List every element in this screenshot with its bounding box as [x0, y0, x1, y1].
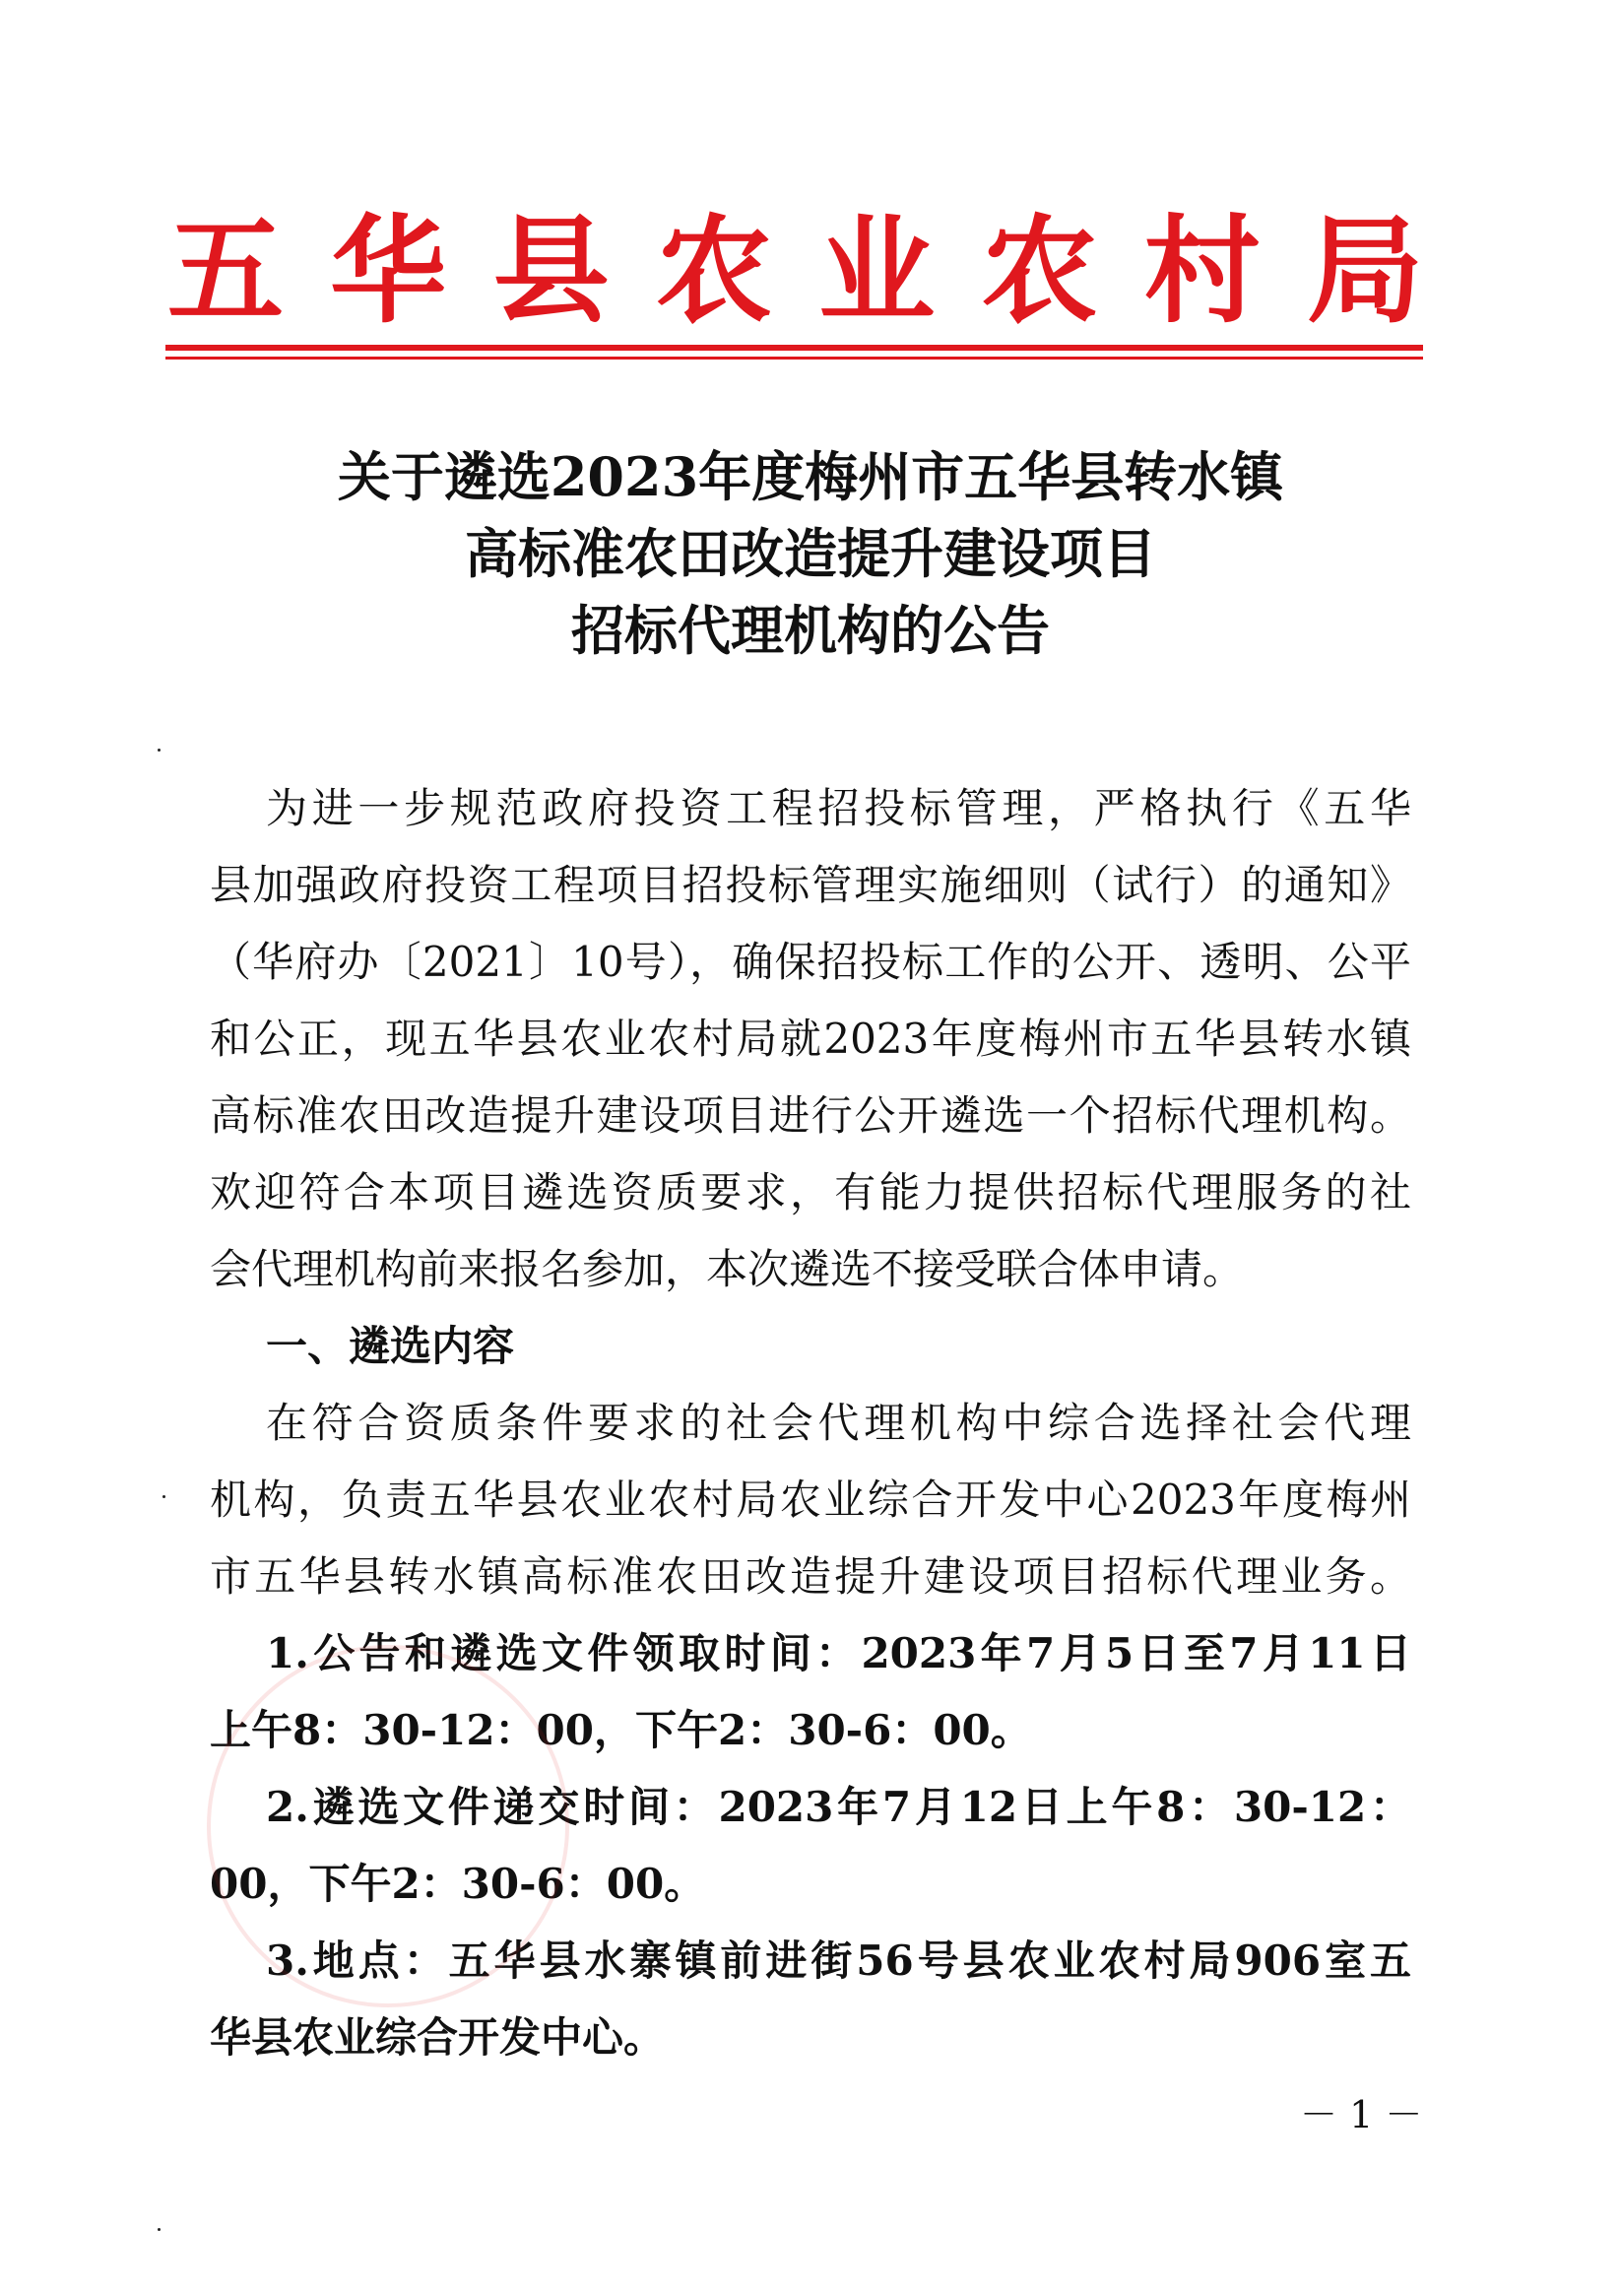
- section1-line-1: 在符合资质条件要求的社会代理机构中综合选择社会代理: [266, 1399, 1411, 1447]
- item2-line-1: 2.遴选文件递交时间：2023年7月12日上午8：30-12：: [266, 1783, 1411, 1831]
- scan-speck: [158, 2228, 161, 2231]
- section-heading-selection-content: 一、遴选内容: [266, 1322, 515, 1370]
- scan-speck: [158, 749, 161, 752]
- intro-line-5: 高标准农田改造提升建设项目进行公开遴选一个招标代理机构。: [210, 1091, 1411, 1140]
- intro-line-4: 和公正，现五华县农业农村局就2023年度梅州市五华县转水镇: [210, 1015, 1411, 1063]
- masthead-red-rule-thin: [165, 357, 1423, 360]
- item3-line-2: 华县农业综合开发中心。: [210, 2013, 666, 2062]
- intro-line-3: （华府办〔2021〕10号），确保招投标工作的公开、透明、公平: [210, 938, 1411, 986]
- notice-title-line-3: 招标代理机构的公告: [571, 599, 1050, 662]
- item1-line-2: 上午8：30-12：00，下午2：30-6：00。: [210, 1706, 1032, 1754]
- item3-line-1: 3.地点：五华县水寨镇前进街56号县农业农村局906室五: [266, 1936, 1411, 1985]
- intro-line-6: 欢迎符合本项目遴选资质要求，有能力提供招标代理服务的社: [210, 1168, 1411, 1216]
- intro-line-1: 为进一步规范政府投资工程招投标管理，严格执行《五华: [266, 784, 1411, 832]
- item1-line-1: 1.公告和遴选文件领取时间：2023年7月5日至7月11日: [266, 1629, 1411, 1677]
- intro-line-7: 会代理机构前来报名参加，本次遴选不接受联合体申请。: [210, 1245, 1245, 1293]
- section1-line-2: 机构，负责五华县农业农村局农业综合开发中心2023年度梅州: [210, 1476, 1411, 1524]
- notice-title: [148, 438, 1473, 669]
- masthead-title: 五华县农业农村局: [167, 202, 1423, 339]
- page-number: － 1 －: [1300, 2093, 1423, 2136]
- scan-speck: [162, 1495, 165, 1498]
- item2-line-2: 00，下午2：30-6：00。: [210, 1860, 706, 1908]
- masthead-red-rule-thick: [165, 345, 1423, 351]
- notice-title-line-2: 高标准农田改造提升建设项目: [465, 522, 1156, 585]
- notice-title-line-1: 关于遴选2023年度梅州市五华县转水镇: [337, 445, 1284, 508]
- intro-line-2: 县加强政府投资工程项目招投标管理实施细则（试行）的通知》: [210, 861, 1411, 909]
- section1-line-3: 市五华县转水镇高标准农田改造提升建设项目招标代理业务。: [210, 1552, 1411, 1601]
